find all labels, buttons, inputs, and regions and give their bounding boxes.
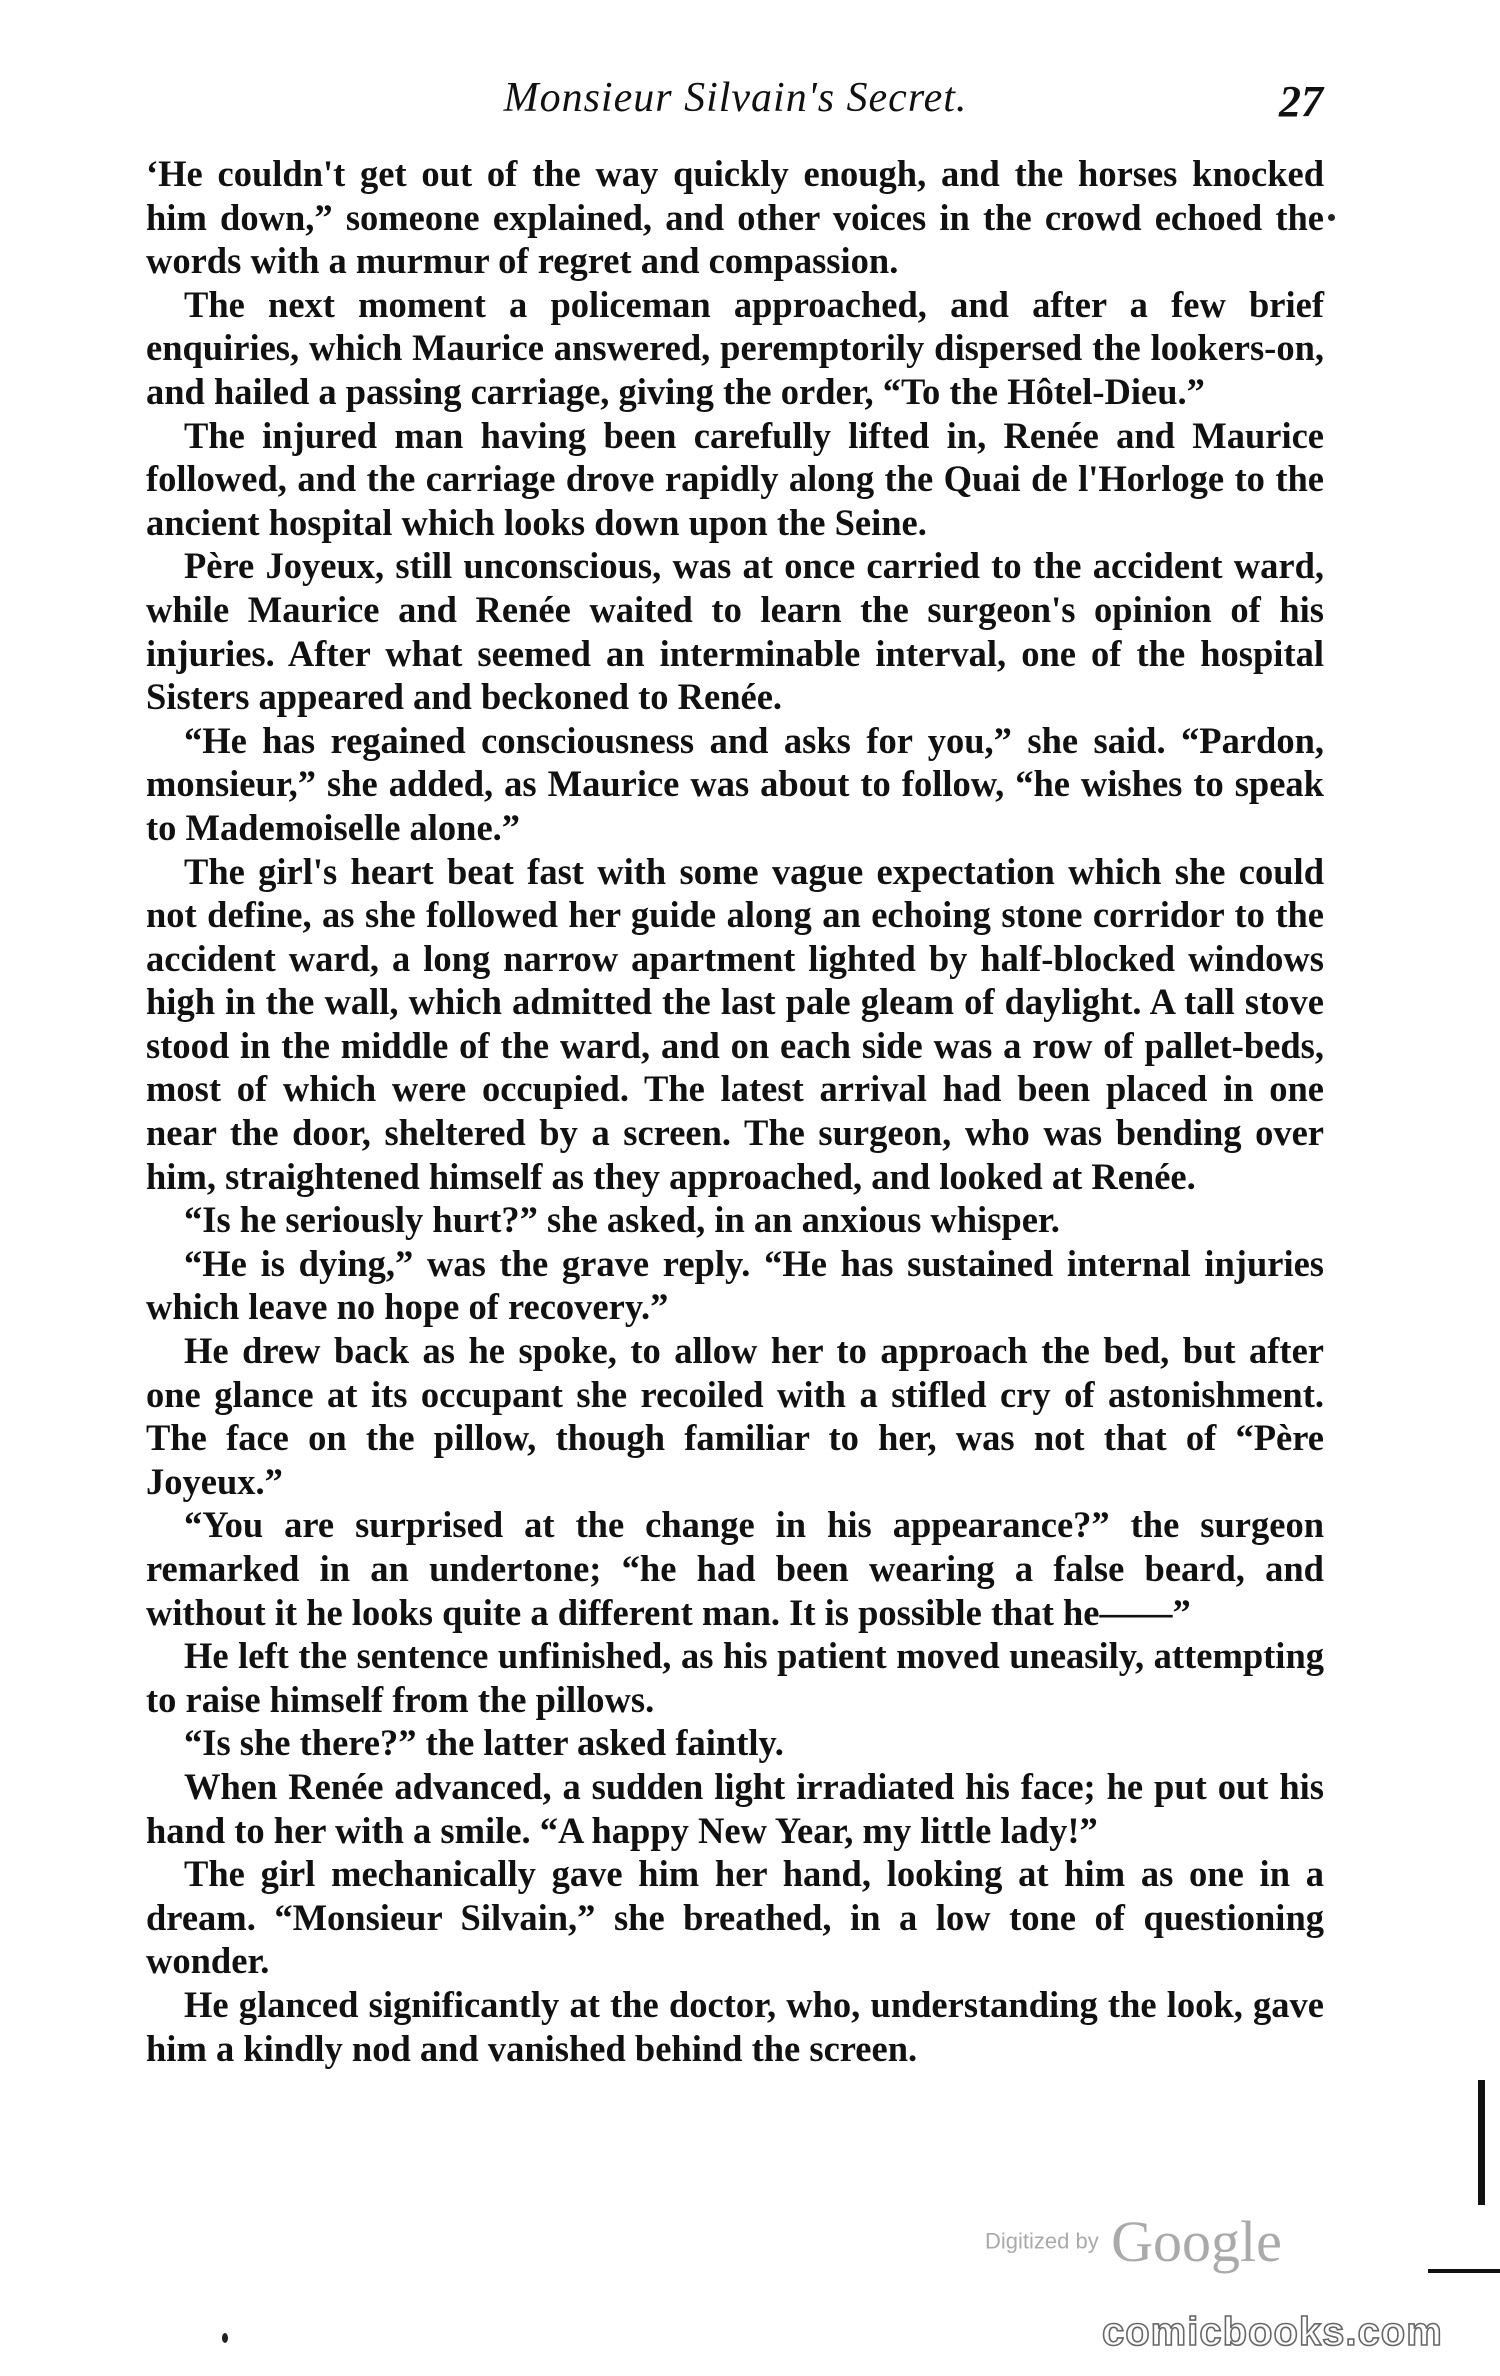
paragraph: He left the sentence unfinished, as his patient moved uneasily, attempting to raise himself from the pillows. xyxy=(146,1635,1324,1720)
page-number: 27 xyxy=(1279,77,1323,126)
paragraph: “Is he seriously hurt?” she asked, in an anxious whisper. xyxy=(184,1199,1060,1241)
paragraph: ‘He couldn't get out of the way quickly enough, and the horses knocked him down,” someone explained, and other voices in the crowd echoed the words with a murmur of regret and compassion. xyxy=(146,153,1324,282)
page-edge-dash xyxy=(1428,2269,1500,2273)
paragraph: “He is dying,” was the grave reply. “He has sustained internal injuries which leave no hope of recovery.” xyxy=(146,1242,1324,1328)
page-edge-mark xyxy=(1478,2080,1485,2205)
body-text xyxy=(146,152,1324,2070)
paragraph: “He has regained consciousness and asks for you,” she said. “Pardon, monsieur,” she added, as Maurice was about to follow, “he wishes to speak to Mademoiselle alone.” xyxy=(146,719,1324,848)
paragraph: When Renée advanced, a sudden light irradiated his face; he put out his hand to her with a smile. “A happy New Year, my little lady!” xyxy=(146,1765,1324,1851)
digitized-label: Digitized by xyxy=(985,2228,1099,2254)
paragraph: He drew back as he spoke, to allow her to approach the bed, but after one glance at its occupant she recoiled with a stifled cry of astonishment. The face on the pillow, though familiar to her, was not that of “Père Joyeux.” xyxy=(146,1330,1324,1502)
paragraph: Père Joyeux, still unconscious, was at once carried to the accident ward, while Maurice and Renée waited to learn the surgeon's opinion of his injuries. After what seemed an interminable interval, one of the hospital Sisters appeared and beckoned to Renée. xyxy=(146,545,1324,718)
paragraph: The girl mechanically gave him her hand, looking at him as one in a dream. “Monsieur Silvain,” she breathed, in a low tone of questioning wonder. xyxy=(146,1853,1324,1982)
paragraph: The next moment a policeman approached, and after a few brief enquiries, which Maurice answered, peremptorily dispersed the lookers-on, and hailed a passing carriage, giving the order, “To the Hôtel-Dieu.” xyxy=(146,283,1324,412)
page-header xyxy=(148,74,1323,134)
speck xyxy=(222,2333,228,2343)
google-logo: Google xyxy=(1111,2209,1282,2274)
paragraph: “Is she there?” the latter asked faintly. xyxy=(184,1722,784,1764)
speck xyxy=(1328,214,1335,221)
running-title: Monsieur Silvain's Secret. xyxy=(503,75,968,121)
paragraph: He glanced significantly at the doctor, who, understanding the look, gave him a kindly nod and vanished behind the screen. xyxy=(146,1983,1324,2069)
paragraph: “You are surprised at the change in his appearance?” the surgeon remarked in an undertone; “he had been wearing a false beard, and without it he looks quite a different man. It is possible that he——” xyxy=(146,1504,1324,1633)
digitized-by-google xyxy=(985,2208,1282,2275)
watermark: comicbooks.com xyxy=(1102,2310,1443,2354)
paragraph: The injured man having been carefully lifted in, Renée and Maurice followed, and the carriage drove rapidly along the Quai de l'Horloge to the ancient hospital which looks down upon the Seine. xyxy=(146,414,1324,543)
paragraph: The girl's heart beat fast with some vague expectation which she could not define, as she followed her guide along an echoing stone corridor to the accident ward, a long narrow apartment lighted by half-blocked windows high in the wall, which admitted the last pale gleam of daylight. A tall stove stood in the middle of the ward, and on each side was a row of pallet-beds, most of which were occupied. The latest arrival had been placed in one near the door, sheltered by a screen. The surgeon, who was bending over him, straightened himself as they approached, and looked at Renée. xyxy=(146,850,1324,1197)
